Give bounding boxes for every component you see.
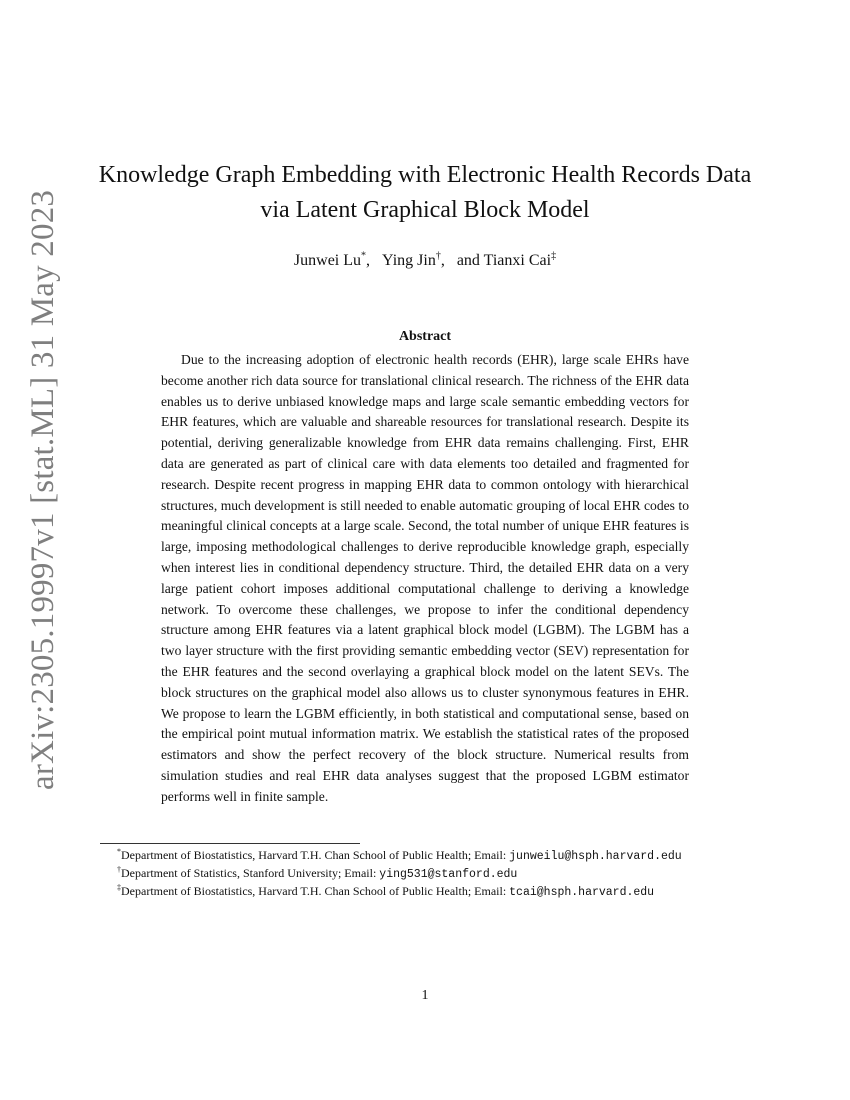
footnote-email[interactable]: junweilu@hsph.harvard.edu [509, 850, 682, 863]
footnote-email[interactable]: ying531@stanford.edu [379, 868, 518, 881]
author-list [80, 250, 770, 272]
abstract-heading: Abstract [398, 329, 452, 344]
author-separator: , [366, 252, 371, 269]
footnote-text: Department of Statistics, Stanford University; Email: [121, 866, 380, 880]
author-name: and Tianxi Cai [456, 252, 552, 269]
footnote [117, 847, 757, 865]
author-separator: , [440, 252, 445, 269]
abstract-body: Due to the increasing adoption of electronic health records (EHR), large scale EHRs have become another rich data source for translational clinical research. The richness of the EHR data enables us to derive unbiased knowledge maps and large scale semantic embedding vectors for EHR features, which are valuable and shareable resources for translational research. Despite its potential, deriving generalizable knowledge from EHR data remains challenging. First, EHR data are generated as part of clinical care with data elements too detailed and fragmented for research. Despite recent progress in mapping EHR data to common ontology with hierarchical structures, much development is still needed to enable automatic grouping of local EHR codes to meaningful clinical concepts at a large scale. Second, the total number of unique EHR features is large, imposing methodological challenges to derive reproducible knowledge graph, especially when interest lies in conditional dependency structure. Third, the detailed EHR data on a very large patient cohort imposes additional computational challenge to deriving a knowledge network. To overcome these challenges, we propose to infer the conditional dependency structure among EHR features via a latent graphical block model (LGBM). The LGBM has a two layer structure with the first providing semantic embedding vector (SEV) representation for the EHR features and the second overlaying a graphical block model on the latent SEVs. The block structures on the graphical model also allows us to cluster synonymous features in EHR. We propose to learn the LGBM efficiently, in both statistical and computational sense, based on the empirical point mutual information matrix. We establish the statistical rates of the proposed estimators and show the perfect recovery of the block structure. Numerical results from simulation studies and real EHR data analyses suggest that the proposed LGBM estimator performs well in finite sample. [161, 352, 689, 804]
footnote-mark: * [117, 847, 121, 856]
paper-title [80, 158, 770, 228]
paper-title-line-2: via Latent Graphical Block Model [260, 197, 590, 223]
author [457, 252, 556, 269]
footnote [117, 865, 757, 883]
author-name: Ying Jin [382, 252, 436, 269]
author [382, 252, 445, 269]
footnote-text: Department of Biostatistics, Harvard T.H. Chan School of Public Health; Email: [121, 848, 510, 862]
author [294, 252, 370, 269]
footnote [117, 883, 757, 901]
footnotes [117, 847, 757, 901]
footnote-divider [100, 843, 360, 844]
paper-title-line-1: Knowledge Graph Embedding with Electronic Health Records Data [98, 162, 752, 188]
author-footnote-mark: ‡ [551, 250, 557, 262]
author-footnote-mark: * [361, 250, 367, 262]
footnote-text: Department of Biostatistics, Harvard T.H. Chan School of Public Health; Email: [121, 884, 510, 898]
author-name: Junwei Lu [293, 252, 362, 269]
footnote-mark: ‡ [117, 883, 121, 892]
author-footnote-mark: † [435, 250, 441, 262]
footnote-mark: † [117, 865, 121, 874]
footnote-email[interactable]: tcai@hsph.harvard.edu [509, 886, 655, 899]
arxiv-identifier-stamp: arXiv:2305.19997v1 [stat.ML] 31 May 2023 [25, 189, 61, 790]
page-number: 1 [421, 988, 429, 1003]
